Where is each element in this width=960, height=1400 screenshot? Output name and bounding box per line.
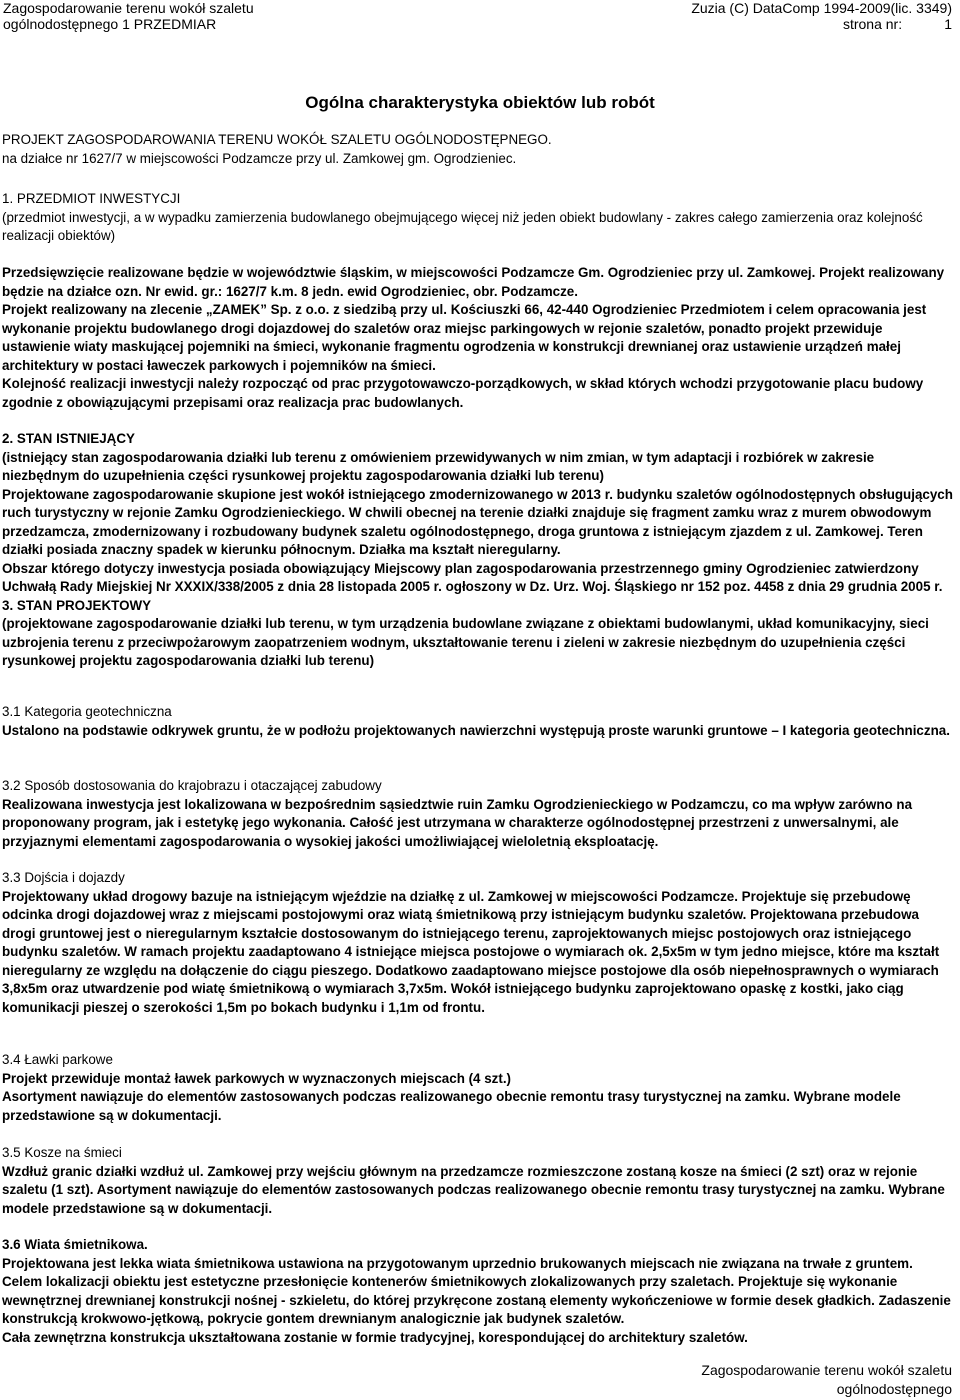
section-3-6-heading: 3.6 Wiata śmietnikowa. [2, 1237, 148, 1252]
section-1-paragraph: Projekt realizowany na zlecenie „ZAMEK” Sp. z o.o. z siedzibą przy ul. Kościuszki 66, 42-440 Ogrodzieniec Przedmiotem i celem opracowania jest wykonanie projektu budowlanego drogi dojazdowej do szaletów oraz miejsc parkingowych w rejonie szaletów, ponadto projekt przewiduje ustawienie wiaty maskującej pojemniki na śmieci, wykonanie fragmentu ogrodzenia w konstrukcji drewnianej oraz ustawienie urządzeń małej architektury w postaci ławeczek parkowych i pojemników na śmieci. [2, 302, 927, 373]
project-title: PROJEKT ZAGOSPODAROWANIA TERENU WOKÓŁ SZALETU OGÓLNODOSTĘPNEGO. [2, 132, 552, 147]
section-3-6 [2, 1236, 954, 1347]
section-1 [2, 190, 954, 246]
footer-line: ogólnodostępnego [836, 1381, 952, 1397]
section-3-2 [2, 777, 954, 851]
section-3-1-heading: 3.1 Kategoria geotechniczna [2, 704, 172, 719]
section-3-4-heading: 3.4 Ławki parkowe [2, 1052, 113, 1067]
section-3-5-heading: 3.5 Kosze na śmieci [2, 1145, 122, 1160]
footer-line: Zagospodarowanie terenu wokół szaletu [701, 1362, 952, 1378]
header-left [3, 0, 254, 32]
section-3-4-paragraph: Projekt przewiduje montaż ławek parkowych w wyznaczonych miejscach (4 szt.) [2, 1070, 512, 1086]
page-number: 1 [944, 16, 952, 32]
section-1-paragraph: Przedsięwzięcie realizowane będzie w województwie śląskim, w miejscowości Podzamcze Gm. Ogrodzieniec przy ul. Zamkowej. Projekt realizowany będzie na działce ozn. Nr ewid. gr.: 1627/7 k.m. 8 jedn. ewid Ogrodzieniec, obr. Podzamcze. [2, 265, 945, 299]
section-3-description: (projektowane zagospodarowanie działki lub terenu, w tym urządzenia budowlane związane z obiektami budowlanymi, układ komunikacyjny, sieci uzbrojenia terenu z przeciwpożarowym zaopatrzeniem wodnym, ukształtowanie terenu i zieleni w zakresie niezbędnym do uzupełnienia części rysunkowej projektu zagospodarowania działki lub terenu) [2, 616, 929, 668]
section-2 [2, 430, 954, 671]
section-3-6-paragraph: Cała zewnętrzna konstrukcja ukształtowana zostanie w formie tradycyjnej, korespondującej do architektury szaletów. [2, 1329, 748, 1345]
section-3-3-paragraph: Projektowany układ drogowy bazuje na istniejącym wjeździe na działkę z ul. Zamkowej w miejscowości Podzamcze. Projektuje się przebudowę odcinka drogi dojazdowej wraz z miejscami postojowymi oraz wiatą śmietnikową przy istniejącym budynku szaletów. Projektowana przebudowa drogi gruntowej jest o nieregularnym kształcie dostosowanym do istniejącego terenu, zaprojektowanych miejsc postojowych oraz istniejącego budynku szaletów. W ramach projektu zaadaptowano 4 istniejące miejsca postojowe o wymiarach ok. 2,5x5m w tym jedno miejsce, które ma kształt nieregularny ze względu na dołączenie do ciągu pieszego. Dodatkowo zaadaptowano miejsce postojowe dla osób niepełnosprawnych o wymiarach 3,8x5m oraz utwardzenie pod wiatę śmietnikową o wymiarach 3,7x5m. Wokół istniejącego budynku zaprojektowano opaskę z kostki, jako ciąg komunikacji pieszej o szerokości 1,5m po bokach budynku i 1,1m od frontu. [2, 888, 940, 1015]
page-title: Ogólna charakterystyka obiektów lub robót [305, 93, 655, 112]
header-doc-title: Zagospodarowanie terenu wokół szaletu [3, 0, 254, 16]
section-3-3 [2, 869, 954, 1017]
section-3-6-paragraph: Projektowana jest lekka wiata śmietnikowa ustawiona na przygotowanym uprzednio brukowanych miejscach nie związana na trwałe z gruntem. Celem lokalizacji obiektu jest estetyczne przesłonięcie kontenerów śmietnikowych zlokalizowanych przy szaletach. Projektuje się wykonanie wewnętrznej drewnianej konstrukcji nośnej - szkieletu, do której przykręcone zostaną elementy wykończeniowe w formie desek gładkich. Zadaszenie konstrukcją krokwowo-jętkową, pokrycie gontem drewnianym analogicznie jak budynek szaletów. [2, 1255, 951, 1326]
section-2-paragraph: Projektowane zagospodarowanie skupione jest wokół istniejącego zmodernizowanego w 2013 r. budynku szaletów ogólnodostępnych obsługujących ruch turystyczny w rejonie Zamku Ogrodzienieckiego. W chwili obecnej na terenie działki znajduje się fragment zamku wraz z murem obwodowym przedzamcza, zmodernizowany i rozbudowany budynek szaletu ogólnodostępnego, droga gruntowa z istniejącym zjazdem z ul. Zamkowej. Teren działki posiada znaczny spadek w kierunku północnym. Działka ma kształt nieregularny. [2, 486, 953, 557]
header-software-label: Zuzia (C) DataComp 1994-2009(lic. 3349) [691, 0, 952, 16]
section-3-5 [2, 1144, 954, 1218]
section-2-heading: 2. STAN ISTNIEJĄCY [2, 431, 135, 446]
header-right [691, 0, 952, 32]
section-3-3-heading: 3.3 Dojścia i dojazdy [2, 870, 125, 885]
section-1-body [2, 264, 954, 412]
section-3-2-paragraph: Realizowana inwestycja jest lokalizowana w bezpośrednim sąsiedztwie ruin Zamku Ogrodzienieckiego w Podzamczu, co ma wpływ zarówno na proponowany program, jak i estetykę jego wykonania. Całość jest utrzymana w charakterze ogólnodostępnej przestrzeni z unwersalnymi, ale przyjaznymi elementami zagospodarowania o wysokiej jakości umożliwiającej wieloletnią eksploatację. [2, 796, 913, 849]
section-3-4 [2, 1051, 954, 1125]
section-1-description: (przedmiot inwestycji, a w wypadku zamierzenia budowlanego obejmującego więcej niż jeden obiekt budowlany - zakres całego zamierzenia oraz kolejność realizacji obiektów) [2, 209, 923, 243]
header-page-indicator [691, 16, 952, 32]
section-1-paragraph: Kolejność realizacji inwestycji należy rozpocząć od prac przygotowawczo-porządkowych, w skład których wchodzi przygotowanie placu budowy zgodnie z obowiązującymi przepisami oraz realizacja prac budowlanych. [2, 376, 924, 410]
project-location: na działce nr 1627/7 w miejscowości Podzamcze przy ul. Zamkowej gm. Ogrodzieniec. [2, 150, 517, 166]
section-3-5-paragraph: Wzdłuż granic działki wzdłuż ul. Zamkowej przy wejściu głównym na przedzamcze rozmieszczone zostaną kosze na śmieci (2 szt) oraz w rejonie szaletu (1 szt). Asortyment nawiązuje do elementów zastosowanych podczas realizowanego obecnie remontu trasy turystycznej na zamku. Wybrane modele przedstawione są w dokumentacji. [2, 1163, 945, 1216]
section-3-heading: 3. STAN PROJEKTOWY [2, 597, 152, 613]
section-2-paragraph: Obszar którego dotyczy inwestycja posiada obowiązujący Miejscowy plan zagospodarowania przestrzennego gminy Ogrodzieniec zatwierdzony Uchwałą Rady Miejskiej Nr XXXIX/338/2005 z dnia 28 listopada 2005 r. ogłoszony w Dz. Urz. Woj. Śląskiego nr 152 poz. 4458 z dnia 29 grudnia 2005 r. [2, 560, 943, 594]
page-label: strona nr: [842, 16, 903, 32]
section-3-1 [2, 703, 954, 740]
section-2-description: (istniejący stan zagospodarowania działki lub terenu z omówieniem przewidywanych w nim zmian, w tym adaptacji i rozbiórek w zakresie niezbędnym do uzupełnienia części rysunkowej projektu zagospodarowania działki lub terenu) [2, 449, 875, 483]
section-3-1-paragraph: Ustalono na podstawie odkrywek gruntu, że w podłożu projektowanych nawierzchni występują proste warunki gruntowe – I kategoria geotechniczna. [2, 722, 950, 738]
footer [701, 1361, 952, 1399]
project-block [2, 131, 954, 168]
section-1-heading: 1. PRZEDMIOT INWESTYCJI [2, 191, 181, 206]
header-doc-subtitle: ogólnodostępnego 1 PRZEDMIAR [3, 16, 217, 32]
section-3-2-heading: 3.2 Sposób dostosowania do krajobrazu i otaczającej zabudowy [2, 778, 382, 793]
section-3-4-paragraph: Asortyment nawiązuje do elementów zastosowanych podczas realizowanego obecnie remontu trasy turystycznej na zamku. Wybrane modele przedstawione są w dokumentacji. [2, 1089, 901, 1123]
